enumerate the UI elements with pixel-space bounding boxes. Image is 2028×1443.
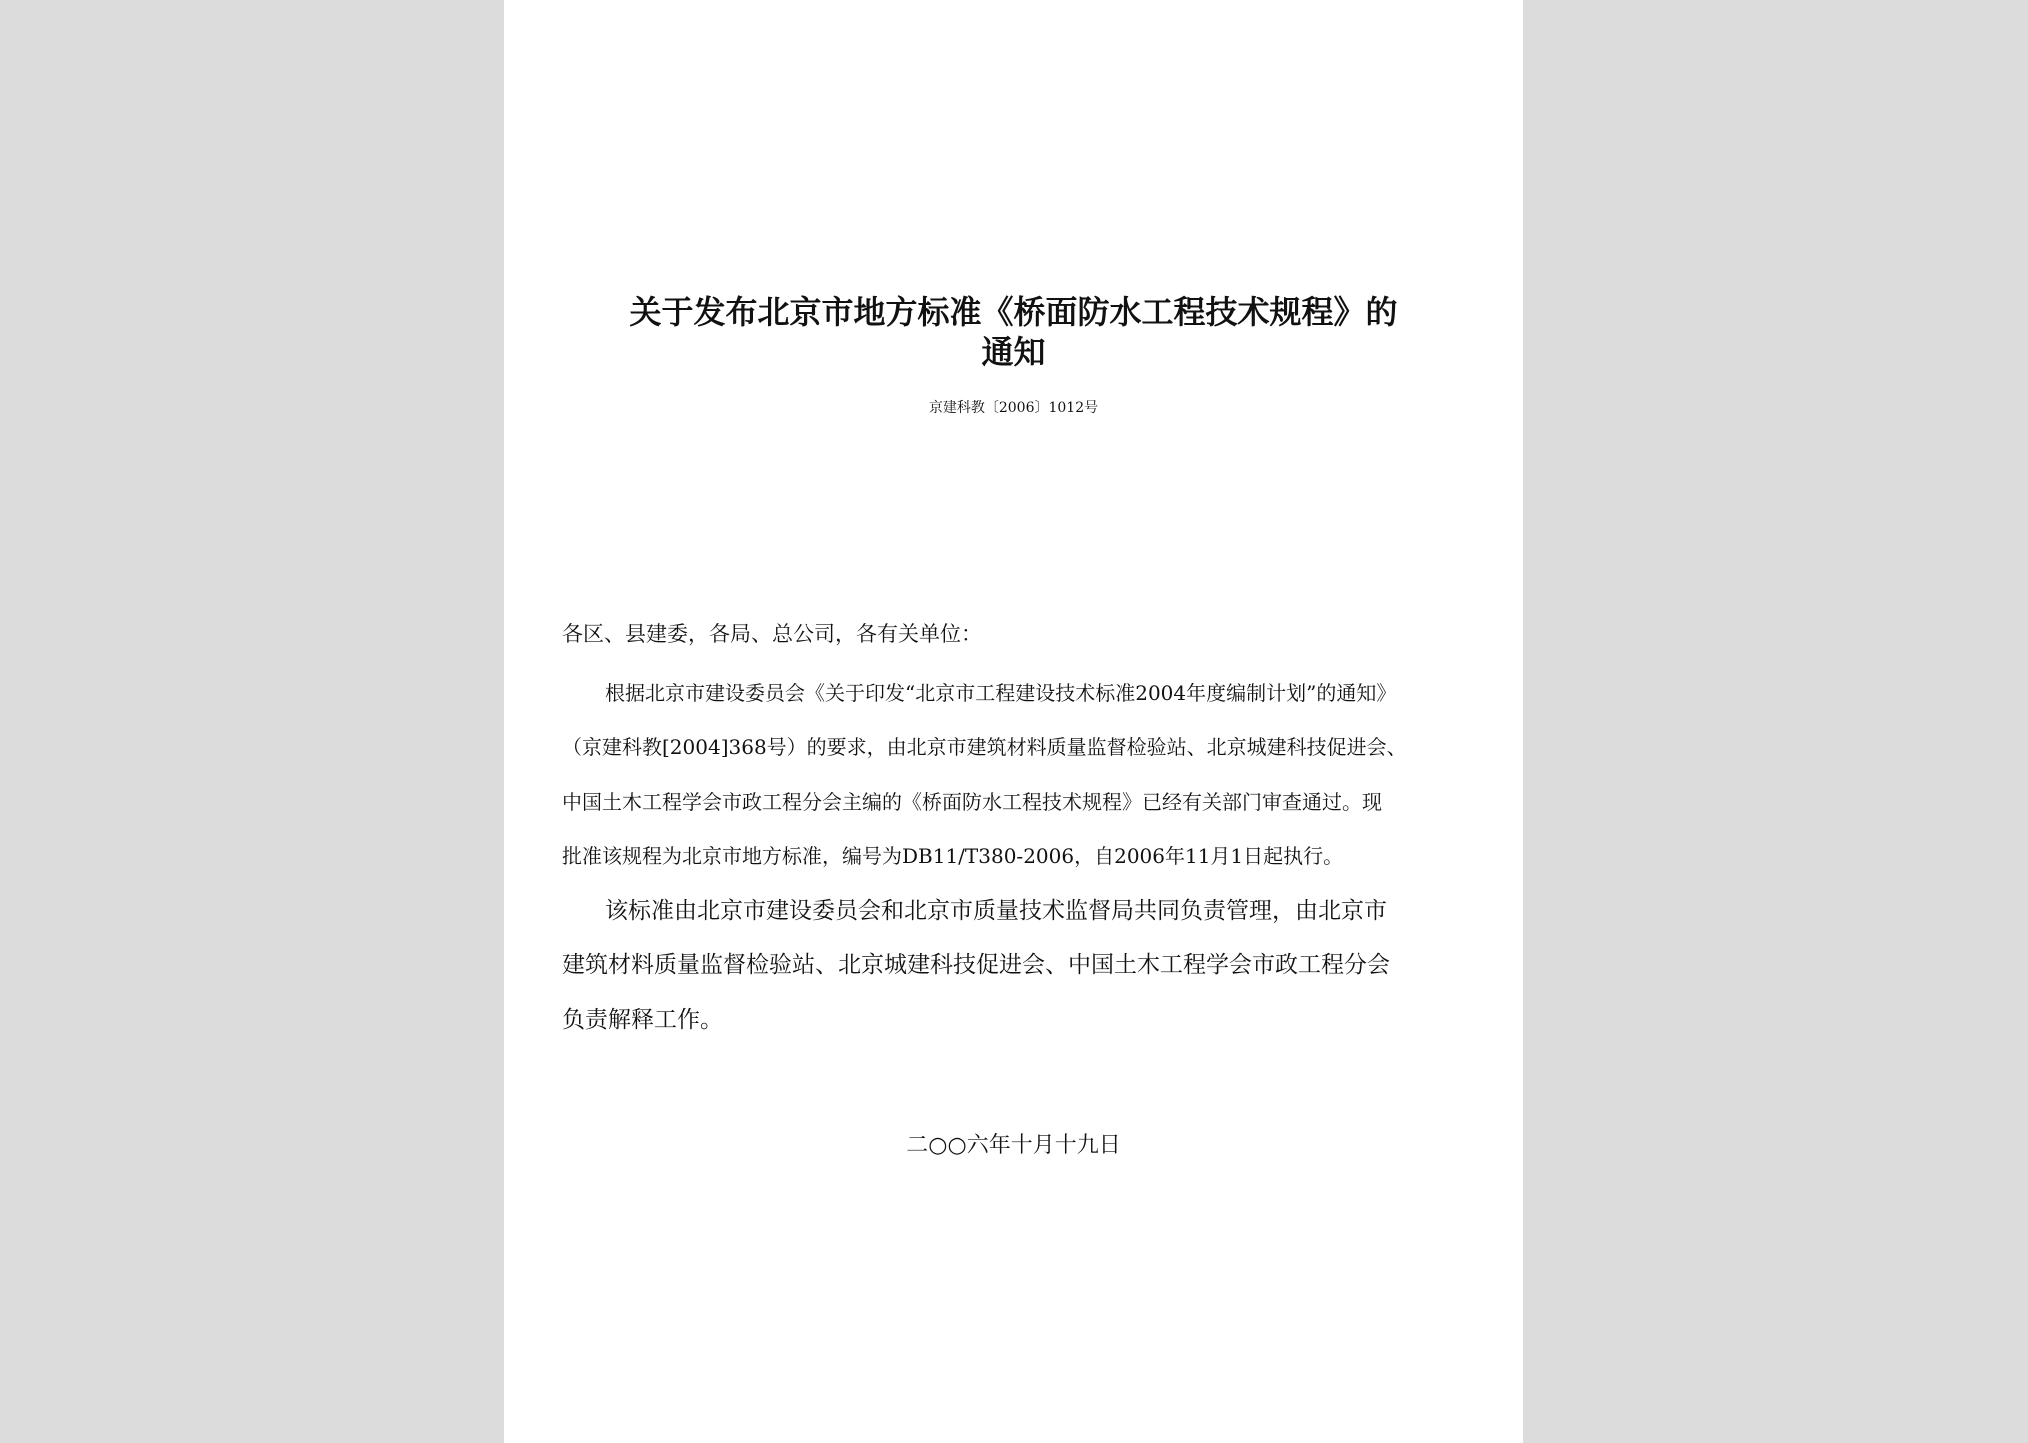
- document-page: [504, 0, 1523, 1443]
- salutation: 各区、县建委，各局、总公司，各有关单位：: [562, 622, 982, 646]
- document-title-line-1: 关于发布北京市地方标准《桥面防水工程技术规程》的: [629, 293, 1398, 331]
- paragraph-2-line-1: 该标准由北京市建设委员会和北京市质量技术监督局共同负责管理，由北京市: [605, 898, 1387, 924]
- paragraph-1-line-4: 批准该规程为北京市地方标准，编号为DB11/T380-2006，自2006年11月1日起执行。: [562, 844, 1344, 868]
- document-date: 二○○六年十月十九日: [906, 1133, 1121, 1158]
- document-title-line-2: 通知: [981, 333, 1046, 371]
- paragraph-1-line-2: （京建科教[2004]368号）的要求，由北京市建筑材料质量监督检验站、北京城建科技促进会、: [562, 735, 1407, 759]
- paragraph-1-line-3: 中国土木工程学会市政工程分会主编的《桥面防水工程技术规程》已经有关部门审查通过。现: [562, 790, 1382, 814]
- paragraph-2-line-2: 建筑材料质量监督检验站、北京城建科技促进会、中国土木工程学会市政工程分会: [562, 952, 1390, 978]
- paragraph-1-line-1: 根据北京市建设委员会《关于印发“北京市工程建设技术标准2004年度编制计划”的通知》: [605, 681, 1397, 705]
- paragraph-2-line-3: 负责解释工作。: [562, 1007, 723, 1033]
- document-number: 京建科教〔2006〕1012号: [928, 400, 1099, 416]
